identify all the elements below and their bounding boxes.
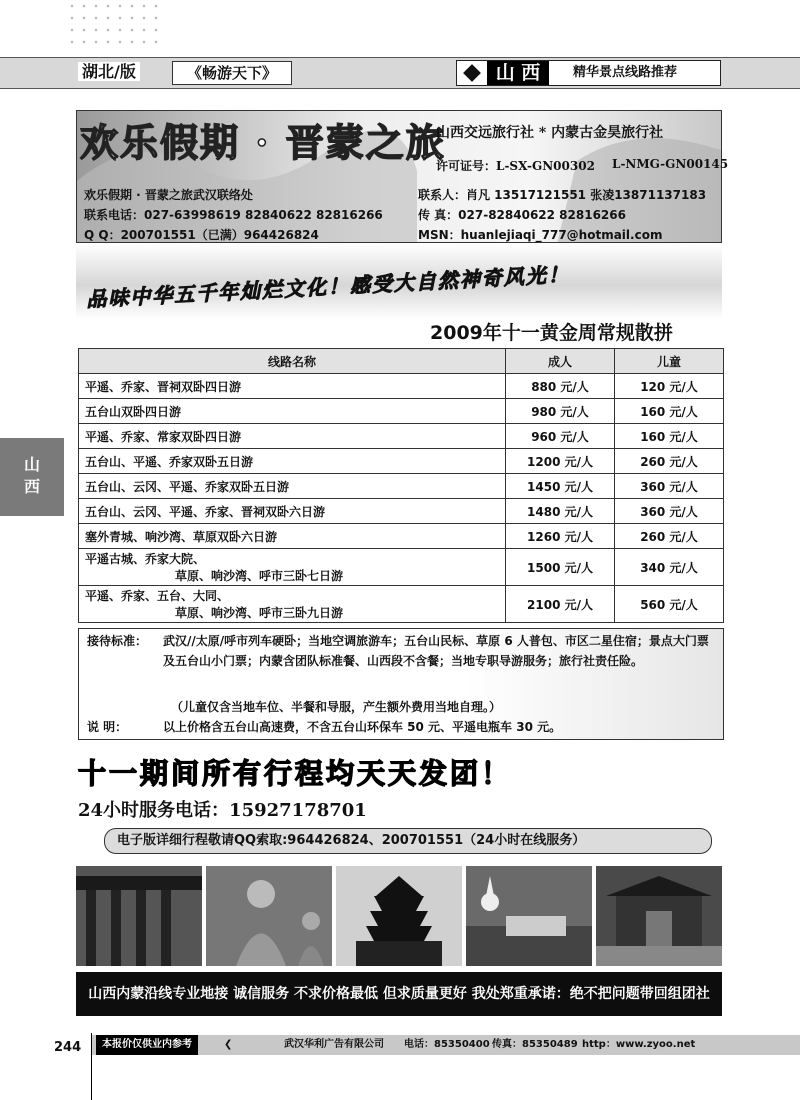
route-name: 平遥、乔家、晋祠双卧四日游 <box>79 374 506 399</box>
photo-white-stupa <box>466 866 592 966</box>
adult-price: 980 元/人 <box>506 399 615 424</box>
table-row <box>79 499 724 524</box>
qq-request-bar: 电子版详细行程敬请QQ索取:964426824、200701551（24小时在线服务） <box>104 828 712 854</box>
chevron-left-icon: ❮ <box>224 1039 233 1050</box>
table-row <box>79 449 724 474</box>
adult-price: 1450 元/人 <box>506 474 615 499</box>
table-title: 2009年十一黄金周常规散拼 <box>430 322 673 344</box>
province-name: 山 西 <box>487 61 549 85</box>
license-1: 许可证号：L-SX-GN00302 <box>436 159 595 173</box>
table-row <box>79 374 724 399</box>
province-badge <box>456 60 721 86</box>
route-name: 平遥、乔家、五台、大同、 <box>85 589 230 603</box>
child-price: 160 元/人 <box>615 399 724 424</box>
license-2: L-NMG-GN00145 <box>612 157 729 171</box>
contact-phone: 联系电话：027-63998619 82840622 82816266 <box>84 208 383 222</box>
adult-price: 1500 元/人 <box>506 549 615 586</box>
slogan: 品味中华五千年灿烂文化！感受大自然神奇风光！ <box>85 262 571 312</box>
child-price: 360 元/人 <box>615 499 724 524</box>
footer-web: http：www.zyoo.net <box>582 1039 696 1050</box>
route-name-cont: 草原、响沙湾、呼市三卧七日游 <box>175 569 344 583</box>
publication-name: 《畅游天下》 <box>172 61 292 85</box>
header-child: 儿童 <box>615 349 724 374</box>
courtyard-illustration <box>596 866 722 966</box>
note-text: 以上价格含五台山高速费，不含五台山环保车 50 元、平遥电瓶车 30 元。 <box>163 720 562 734</box>
child-price: 160 元/人 <box>615 424 724 449</box>
route-name: 五台山、云冈、平遥、乔家双卧五日游 <box>79 474 506 499</box>
route-name: 五台山、云冈、平遥、乔家、晋祠双卧六日游 <box>79 499 506 524</box>
child-note: （儿童仅含当地车位、半餐和导服，产生额外费用当地自理。） <box>171 700 502 714</box>
photo-courtyard-hall <box>596 866 722 966</box>
adult-price: 2100 元/人 <box>506 586 615 623</box>
footer-tel: 电话：85350400 <box>404 1039 490 1050</box>
child-price: 560 元/人 <box>615 586 724 623</box>
route-name: 五台山双卧四日游 <box>79 399 506 424</box>
adult-price: 960 元/人 <box>506 424 615 449</box>
note-label: 说 明： <box>87 720 128 734</box>
service-standards <box>78 628 724 740</box>
contact-persons: 联系人：肖凡 13517121551 张凌13871137183 <box>418 188 707 202</box>
temple-pillars-illustration <box>76 866 202 966</box>
routes-table <box>78 348 724 623</box>
photo-buddha-grottoes <box>206 866 332 966</box>
footer-bar <box>92 1035 800 1055</box>
route-name: 平遥、乔家、常家双卧四日游 <box>79 424 506 449</box>
table-row <box>79 549 724 586</box>
child-price: 120 元/人 <box>615 374 724 399</box>
service-phone: 24小时服务电话：15927178701 <box>78 800 367 821</box>
child-price: 340 元/人 <box>615 549 724 586</box>
decorative-dots <box>66 0 166 50</box>
footer-note: 本报价仅供业内参考 <box>96 1035 198 1055</box>
side-tab-char: 西 <box>23 477 40 496</box>
buddha-statue-illustration <box>206 866 332 966</box>
header-adult: 成人 <box>506 349 615 374</box>
adult-price: 1200 元/人 <box>506 449 615 474</box>
bottom-slogan: 山西内蒙沿线专业地接 诚信服务 不求价格最低 但求质量更好 我处郑重承诺：绝不把问题带回组团社 <box>76 972 722 1016</box>
standards-label: 接待标准： <box>87 634 148 648</box>
child-price: 260 元/人 <box>615 524 724 549</box>
contact-msn: MSN：huanlejiaqi_777@hotmail.com <box>418 228 663 242</box>
adult-price: 880 元/人 <box>506 374 615 399</box>
photo-temple-pillars <box>76 866 202 966</box>
table-row <box>79 399 724 424</box>
photo-wooden-pagoda <box>336 866 462 966</box>
route-name: 平遥古城、乔家大院、 <box>85 552 206 566</box>
agency-name: 山西交远旅行社 * 内蒙古金昊旅行社 <box>436 125 664 141</box>
table-row <box>79 474 724 499</box>
standards-text: 武汉//太原/呼市列车硬卧；当地空调旅游车；五台山民标、草原 6 人普包、市区二星住宿；景点大门票及五台山小门票；内蒙含团队标准餐、山西段不含餐；当地专职导游服务；旅行社责任险。 <box>163 634 709 668</box>
office-name: 欢乐假期 · 晋蒙之旅武汉联络处 <box>84 188 253 202</box>
route-name: 塞外青城、响沙湾、草原双卧六日游 <box>79 524 506 549</box>
table-row <box>79 524 724 549</box>
table-row <box>79 424 724 449</box>
route-name-cell <box>79 549 506 586</box>
page-number: 244 <box>54 1040 82 1055</box>
contact-fax: 传 真：027-82840622 82816266 <box>418 208 626 222</box>
banner-title: 欢乐假期 · 晋蒙之旅 <box>80 120 446 165</box>
section-label: 湖北/版 <box>0 61 170 83</box>
adult-price: 1480 元/人 <box>506 499 615 524</box>
recommend-label: 精华景点线路推荐 <box>573 65 678 80</box>
diamond-arrow-icon <box>463 64 481 82</box>
side-tab-char: 山 <box>23 455 40 474</box>
child-price: 260 元/人 <box>615 449 724 474</box>
table-row <box>79 586 724 623</box>
route-name-cell <box>79 586 506 623</box>
child-price: 360 元/人 <box>615 474 724 499</box>
contact-qq: Q Q：200701551（已满）964426824 <box>84 228 319 242</box>
route-name: 五台山、平遥、乔家双卧五日游 <box>79 449 506 474</box>
route-name-cont: 草原、响沙湾、呼市三卧九日游 <box>175 606 344 620</box>
footer-fax: 传真：85350489 <box>492 1039 578 1050</box>
table-header-row <box>79 349 724 374</box>
adult-price: 1260 元/人 <box>506 524 615 549</box>
stupa-illustration <box>466 866 592 966</box>
side-tab <box>0 438 64 516</box>
header-route: 线路名称 <box>79 349 506 374</box>
footer-company: 武汉华利广告有限公司 <box>284 1039 384 1050</box>
pagoda-illustration <box>336 866 462 966</box>
daily-departure-banner: 十一期间所有行程均天天发团！ <box>78 757 513 790</box>
